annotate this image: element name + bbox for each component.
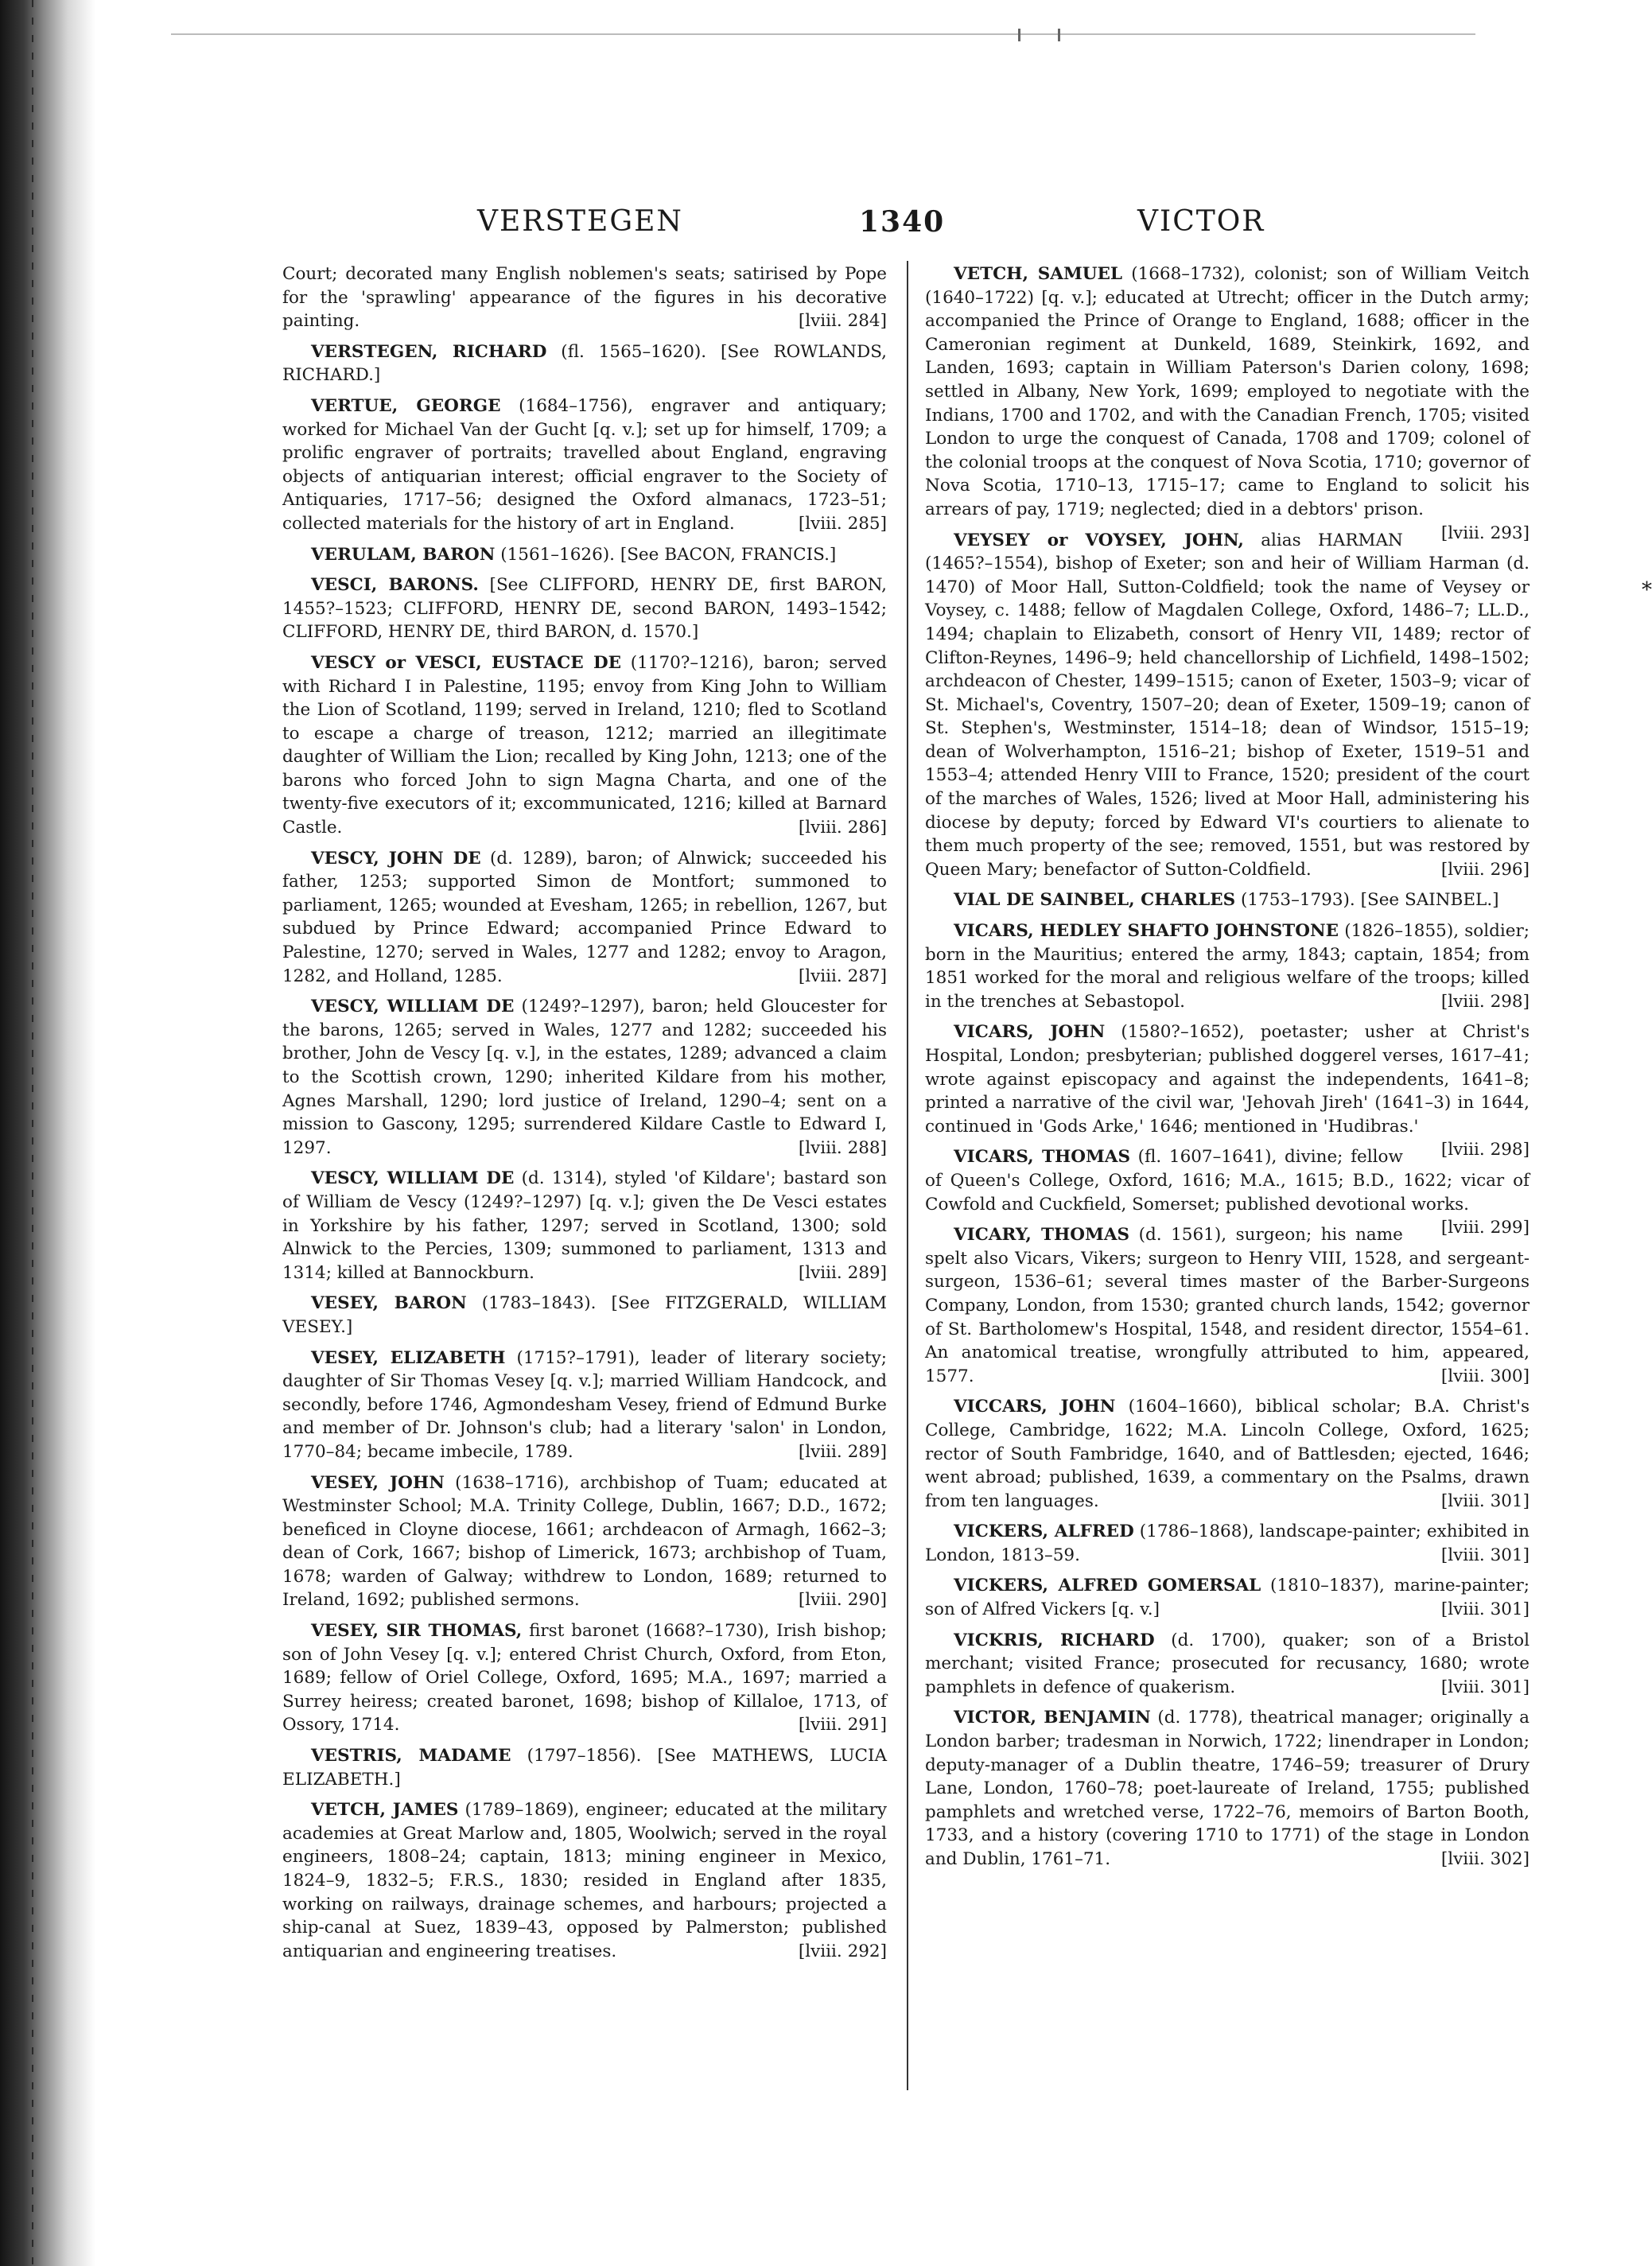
entry-reference: [lviii. 300]: [1440, 1366, 1530, 1386]
dictionary-entry: [925, 1223, 1530, 1388]
scan-binding-shadow: [0, 0, 95, 2266]
dictionary-entry: [282, 1798, 887, 1963]
dictionary-entry: [282, 395, 887, 536]
asterisk-mark: *: [1642, 578, 1652, 602]
entry-reference: [lviii. 293]: [1440, 523, 1530, 543]
entry-body: (d. 1289), baron; of Alnwick; succeeded his father, 1253; supported Simon de Montfort; summoned to parliament, 1265; wounded at Evesham, 1265; in rebellion, 1267, but subdued by Prince Edward; accompanied Prince Edward to Palestine, 1270; served in Wales, 1277 and 1282; envoy to Aragon, 1282, and Holland, 1285.: [282, 848, 887, 986]
entry-name: VICARS, JOHN: [954, 1022, 1106, 1043]
entry-name: VESCY or VESCI, EUSTACE DE: [311, 652, 622, 673]
entry-body: (1810–1837), marine-painter; son of Alfred Vickers [q. v.]: [925, 1576, 1530, 1620]
entry-reference: [lviii. 285]: [798, 513, 887, 534]
entry-name: VESEY, BARON: [311, 1293, 467, 1314]
entry-body: (fl. 1607–1641), divine; fellow of Queen's College, Oxford, 1616; M.A., 1615; B.D., 1622; vicar of Cowfold and Cuckfield, Somerset; published devotional works.: [925, 1147, 1530, 1215]
entry-name: VETCH, SAMUEL: [954, 264, 1123, 284]
entry-body: (1561–1626). [See BACON, FRANCIS.]: [495, 544, 837, 565]
dictionary-entry: [925, 1574, 1530, 1621]
left-column: [282, 262, 887, 1970]
dictionary-entry: [282, 1167, 887, 1285]
right-column: [925, 262, 1530, 1879]
column-divider: [907, 261, 908, 2090]
dictionary-entry: [925, 888, 1530, 912]
entry-body: [See CLIFFORD, HENRY DE, first BARON, 1455?–1523; CLIFFORD, HENRY DE, second BARON, 1493–1542; CLIFFORD, HENRY DE, third BARON, d. 1570.]: [282, 575, 887, 643]
entry-name: VICARS, HEDLEY SHAFTO JOHNSTONE: [954, 921, 1339, 942]
entry-name: VIAL DE SAINBEL, CHARLES: [954, 890, 1236, 911]
entry-name: VERULAM, BARON: [311, 544, 496, 565]
entry-name: VICARY, THOMAS: [954, 1225, 1130, 1246]
entry-reference: [lviii. 287]: [798, 966, 887, 986]
entry-body: (1789–1869), engineer; educated at the military academies at Great Marlow and, 1805, Woolwich; served in the royal engineers, 1808–24; captain, 1813; mining engineer in Mexico, 1824–9, 1832–5; F.R.S., 1830; resided in England after 1835, working on railways, drainage schemes, and harbours; projected a ship-canal at Suez, 1839–43, opposed by Palmerston; published antiquarian and engineering treatises.: [282, 1800, 887, 1961]
entry-body: (1684–1756), engraver and antiquary; worked for Michael Van der Gucht [q. v.]; set up for himself, 1709; a prolific engraver of portraits; travelled about England, engraving objects of antiquarian interest; official engraver to the Society of Antiquaries, 1717–56; designed the Oxford almanacs, 1723–51; collected materials for the history of art in England.: [282, 395, 887, 534]
entry-reference: [lviii. 289]: [798, 1262, 887, 1283]
entry-reference: [lviii. 289]: [798, 1441, 887, 1462]
entry-name: VESTRIS, MADAME: [311, 1746, 511, 1767]
entry-body: (1249?–1297), baron; held Gloucester for the barons, 1265; served in Wales, 1277 and 1282; succeeded his brother, John de Vescy [q. v.], in the estates, 1289; advanced a claim to the Scottish crown, 1290; inherited Kildare from his mother, Agnes Marshall, 1290; lord justice of Ireland, 1290–4; sent on a mission to Gascony, 1295; surrendered Kildare Castle to Edward I, 1297.: [282, 997, 887, 1158]
entry-name: VESEY, ELIZABETH: [311, 1347, 506, 1368]
entry-reference: [lviii. 298]: [1440, 991, 1530, 1012]
entry-name: VICCARS, JOHN: [954, 1397, 1116, 1417]
entry-body: (1826–1855), soldier; born in the Mauritius; entered the army, 1843; captain, 1854; from 1851 worked for the moral and religious welfare of the troops; killed in the trenches at Sebastopol.: [925, 921, 1530, 1012]
dictionary-entry: [282, 1292, 887, 1339]
dictionary-entry: [282, 651, 887, 840]
entry-body: alias HARMAN (1465?–1554), bishop of Exeter; son and heir of William Harman (d. 1470) of Moor Hall, Sutton-Coldfield; took the name of Veysey or Voysey, c. 1488; fellow of Magdalen College, Oxford, 1486–7; LL.D., 1494; chaplain to Elizabeth, consort of Henry VII, 1489; rector of Clifton-Reynes, 1496–9; held chancellorship of Lichfield, 1498–1502; archdeacon of Chester, 1499–1515; canon of Exeter, 1503–9; vicar of St. Michael's, Coventry, 1507–20; dean of Exeter, 1509–19; canon of St. Stephen's, Westminster, 1514–18; dean of Windsor, 1515–19; dean of Wolverhampton, 1516–21; bishop of Exeter, 1519–51 and 1553–4; attended Henry VIII to France, 1520; president of the court of the marches of Wales, 1526; lived at Moor Hall, administering his diocese by deputy; forced by Edward VI's courtiers to alienate to them much property of the see; removed, 1551, but was restored by Queen Mary; benefactor of Sutton-Coldfield.: [925, 530, 1530, 880]
entry-body: (d. 1778), theatrical manager; originally a London barber; tradesman in Norwich, 1722; linendraper in London; deputy-manager of a Dublin theatre, 1746–59; treasurer of Drury Lane, London, 1760–78; poet-laureate of Ireland, 1755; published pamphlets and wretched verse, 1722–76, memoirs of Barton Booth, 1733, and a history (covering 1710 to 1771) of the stage in London and Dublin, 1761–71.: [925, 1708, 1530, 1869]
entry-body: (1753–1793). [See SAINBEL.]: [1235, 890, 1499, 911]
entry-body: (d. 1700), quaker; son of a Bristol merchant; visited France; prosecuted for recusancy, 1680; wrote pamphlets in defence of quakerism.: [925, 1630, 1530, 1697]
entry-body: (1604–1660), biblical scholar; B.A. Christ's College, Cambridge, 1622; M.A. Lincoln College, Oxford, 1625; rector of South Fambridge, 1640, and of Battlesden; ejected, 1646; went abroad; published, 1639, a commentary on the Psalms, drawn from ten languages.: [925, 1397, 1530, 1511]
dictionary-entry: [282, 995, 887, 1160]
entry-reference: [lviii. 296]: [1440, 859, 1530, 880]
dictionary-entry: [282, 543, 887, 567]
entry-body: first baronet (1668?–1730), Irish bishop; son of John Vesey [q. v.]; entered Christ Church, Oxford, from Eton, 1689; fellow of Oriel College, Oxford, 1695; M.A., 1697; married a Surrey heiress; created baronet, 1698; bishop of Killaloe, 1713, of Ossory, 1714.: [282, 1621, 888, 1735]
scan-mark: [1058, 29, 1060, 41]
entry-name: VESCY, WILLIAM DE: [311, 1168, 515, 1189]
entry-name: VESCI, BARONS.: [311, 575, 479, 596]
dictionary-entry: [925, 529, 1530, 882]
entry-name: VERTUE, GEORGE: [311, 395, 501, 416]
running-header: [477, 205, 1591, 243]
scan-mark: [1018, 29, 1020, 41]
entry-reference: [lviii. 301]: [1440, 1545, 1530, 1565]
entry-reference: [lviii. 286]: [798, 818, 887, 838]
entry-name: VICTOR, BENJAMIN: [954, 1708, 1151, 1728]
entry-reference: [lviii. 301]: [1440, 1491, 1530, 1511]
entry-name: VERSTEGEN, RICHARD: [311, 341, 547, 362]
entry-body: (1786–1868), landscape-painter; exhibited in London, 1813–59.: [925, 1522, 1530, 1565]
entry-name: VESCY, WILLIAM DE: [311, 997, 515, 1017]
entry-name: VEYSEY or VOYSEY, JOHN,: [954, 530, 1244, 550]
entry-body: (1170?–1216), baron; served with Richard I in Palestine, 1195; envoy from King John to William the Lion of Scotland, 1199; served in Ireland, 1210; fled to Scotland to escape a charge of treason, 1212; married an illegitimate daughter of William the Lion; recalled by King John, 1213; one of the barons who forced John to sign Magna Charta, and one of the twenty-five executors of it; excommunicated, 1216; killed at Barnard Castle.: [282, 652, 887, 838]
entry-name: VICKRIS, RICHARD: [954, 1630, 1155, 1650]
dictionary-entry: [282, 1619, 887, 1737]
dictionary-entry: [925, 1520, 1530, 1567]
dictionary-entry: [282, 340, 887, 387]
dictionary-entry: [925, 919, 1530, 1013]
dictionary-entry: [282, 847, 887, 989]
entry-reference: [lviii. 298]: [1440, 1140, 1530, 1160]
entry-body: Court; decorated many English noblemen's seats; satirised by Pope for the 'sprawling' appearance of the figures in his decorative painting.: [282, 264, 887, 332]
entry-body: (1668–1732), colonist; son of William Veitch (1640–1722) [q. v.]; educated at Utrecht; officer in the Dutch army; accompanied the Prince of Orange to England, 1688; officer in the Cameronian regiment at Dunkeld, 1689, Steinkirk, 1692, and Landen, 1693; captain in William Paterson's Darien colony, 1698; settled in Albany, New York, 1699; employed to negotiate with the Indians, 1700 and 1702, and with the Canadian French, 1705; visited London to urge the conquest of Canada, 1708 and 1709; colonel of the colonial troops at the conquest of Nova Scotia, 1710; governor of Nova Scotia, 1710–13, 1715–17; came to England to solicit his arrears of pay, 1719; neglected; died in a debtors' prison.: [925, 264, 1530, 519]
entry-name: VICARS, THOMAS: [954, 1147, 1131, 1168]
dictionary-entry: [925, 1395, 1530, 1513]
entry-body: (d. 1314), styled 'of Kildare'; bastard son of William de Vescy (1249?–1297) [q. v.]; given the De Vesci estates in Yorkshire by his father, 1297; served in Scotland, 1300; sold Alnwick to the Percies, 1309; summoned to parliament, 1313 and 1314; killed at Bannockburn.: [282, 1168, 888, 1283]
entry-body: (1783–1843). [See FITZGERALD, WILLIAM VESEY.]: [282, 1293, 887, 1337]
entry-reference: [lviii. 291]: [798, 1715, 887, 1735]
entry-name: VICKERS, ALFRED: [954, 1522, 1134, 1542]
dictionary-entry: [925, 1706, 1530, 1871]
entry-body: (fl. 1565–1620). [See ROWLANDS, RICHARD.]: [282, 341, 888, 386]
dictionary-entry: [282, 1744, 887, 1791]
dictionary-entry: [925, 1629, 1530, 1700]
dictionary-entry: [282, 262, 887, 333]
entry-reference: [lviii. 284]: [798, 311, 887, 332]
entry-name: VESEY, SIR THOMAS,: [311, 1621, 523, 1642]
entry-reference: [lviii. 301]: [1440, 1599, 1530, 1620]
entry-name: VESEY, JOHN: [311, 1472, 445, 1493]
entry-body: (1715?–1791), leader of literary society; daughter of Sir Thomas Vesey [q. v.]; married William Handcock, and secondly, before 1746, Agmondesham Vesey, friend of Edmund Burke and member of Dr. Johnson's club; had a literary 'salon' in London, 1770–84; became imbecile, 1789.: [282, 1347, 888, 1462]
entry-body: (d. 1561), surgeon; his name spelt also Vicars, Vikers; surgeon to Henry VIII, 1528, and sergeant-surgeon, 1536–61; several times master of the Barber-Surgeons Company, London, from 1530; granted church lands, 1542; governor of St. Bartholomew's Hospital, 1548, and resident director, 1554–61. An anatomical treatise, wrongfully attributed to him, appeared, 1577.: [925, 1225, 1530, 1386]
entry-reference: [lviii. 299]: [1440, 1218, 1530, 1238]
entry-body: (1638–1716), archbishop of Tuam; educated at Westminster School; M.A. Trinity College, Dublin, 1667; D.D., 1672; beneficed in Cloyne diocese, 1661; archdeacon of Armagh, 1662–3; dean of Cork, 1667; bishop of Limerick, 1673; archbishop of Tuam, 1678; warden of Galway; withdrew to London, 1689; returned to Ireland, 1692; published sermons.: [282, 1472, 887, 1611]
entry-reference: [lviii. 302]: [1440, 1849, 1530, 1869]
entry-reference: [lviii. 292]: [798, 1941, 887, 1961]
entry-body: (1580?–1652), poetaster; usher at Christ's Hospital, London; presbyterian; published doggerel verses, 1617–41; wrote against episcopacy and against the independents, 1641–8; printed a narrative of the civil war, 'Jehovah Jireh' (1641–3) in 1644, continued in 'Gods Arke,' 1646; mentioned in 'Hudibras.': [925, 1022, 1530, 1137]
entry-reference: [lviii. 288]: [798, 1137, 887, 1158]
dictionary-entry: [282, 1347, 887, 1464]
scan-top-edge: [171, 33, 1475, 35]
header-right-word: VICTOR: [1137, 205, 1265, 238]
dictionary-entry: [282, 1471, 887, 1613]
header-left-word: VERSTEGEN: [477, 205, 683, 238]
entry-reference: [lviii. 301]: [1440, 1677, 1530, 1697]
entry-name: VICKERS, ALFRED GOMERSAL: [954, 1576, 1261, 1596]
entry-body: (1797–1856). [See MATHEWS, LUCIA ELIZABETH.]: [282, 1746, 887, 1790]
entry-name: VESCY, JOHN DE: [311, 848, 481, 869]
entry-name: VETCH, JAMES: [311, 1800, 459, 1821]
dictionary-entry: [282, 573, 887, 644]
entry-reference: [lviii. 290]: [798, 1590, 887, 1611]
page-number: 1340: [859, 205, 946, 239]
